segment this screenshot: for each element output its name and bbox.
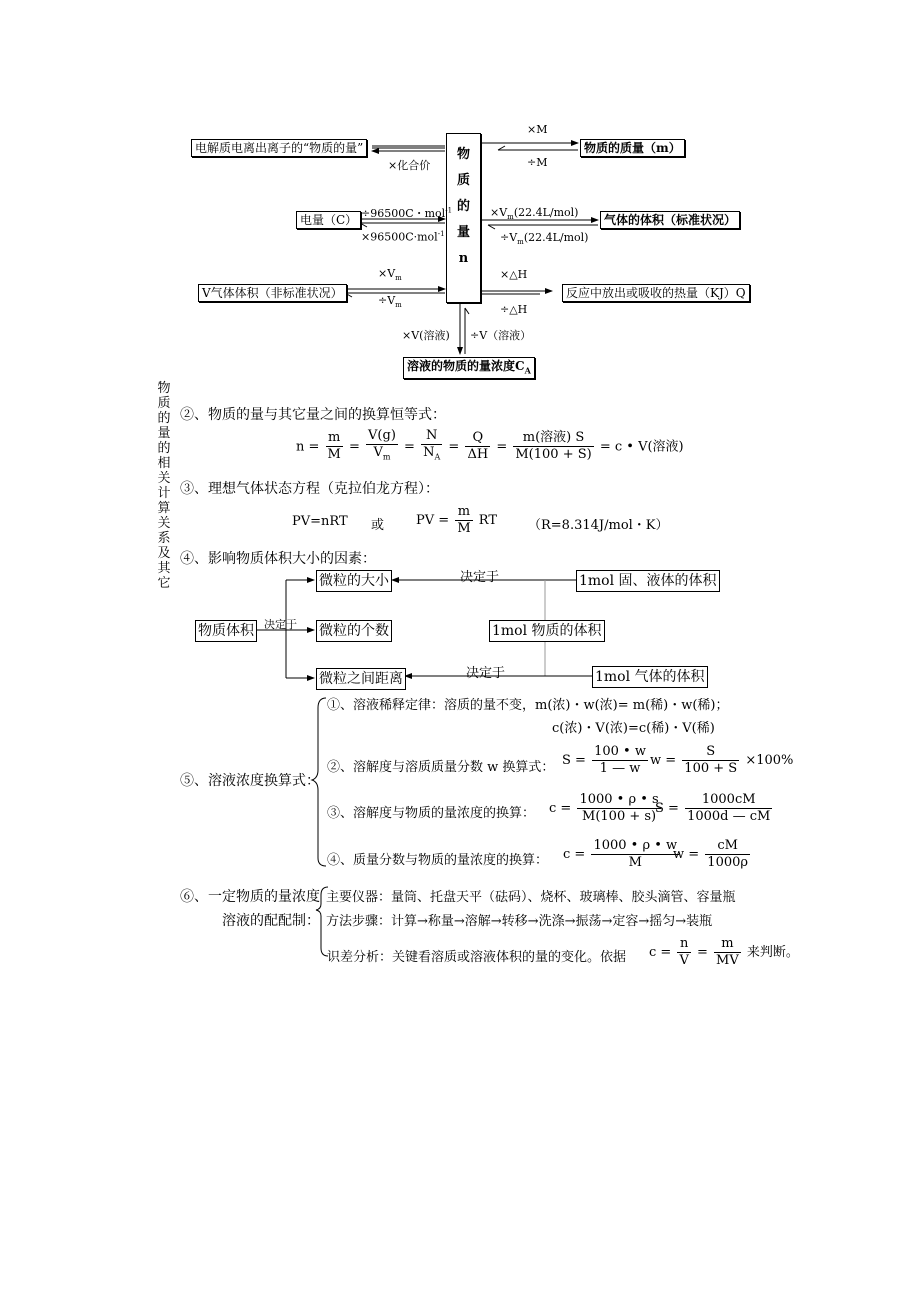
box-gas-standard: 气体的体积（标准状况） — [600, 211, 740, 229]
section5-item2-eq2: w = $\frac{S}{100 + S}$ ×100% — [650, 744, 794, 776]
box-ions-amount: 电解质电离出离子的“物质的量” — [191, 139, 367, 157]
section3-note: （R=8.314J/mol・K） — [528, 518, 669, 533]
section5-item1b: c(浓)・V(浓)=c(稀)・V(稀) — [552, 721, 715, 736]
label-decides-bottom: 决定于 — [466, 666, 506, 681]
box-one-mol-volume: 1mol 物质的体积 — [489, 620, 605, 642]
section6-instruments: 主要仪器：量筒、托盘天平（砝码）、烧杯、玻璃棒、胶头滴管、容量瓶 — [326, 890, 736, 905]
box-charge: 电量（C） — [296, 211, 361, 229]
section2-title: ②、物质的量与其它量之间的换算恒等式： — [180, 407, 446, 423]
section6-error-eq: c = $\frac{n}{V}$ = $\frac{m}{MV}$ 来判断。 — [649, 936, 799, 968]
box-heat: 反应中放出或吸收的热量（KJ）Q — [562, 284, 750, 302]
box-particle-count: 微粒的个数 — [316, 620, 392, 642]
label-div-Vsol: ÷V（溶液） — [470, 329, 532, 342]
section5-item3-eq2: S = $\frac{1000cM}{1000d — cM}$ — [655, 792, 771, 824]
section5-item4-eq2: w = $\frac{cM}{1000\rho}$ — [673, 838, 749, 870]
box-solid-liquid-volume: 1mol 固、液体的体积 — [576, 570, 720, 592]
label-decides-left: 决定于 — [264, 618, 297, 631]
label-div-Vm: $\div V_m$ — [378, 294, 402, 310]
section3-eq2: PV = $\frac{m}{M}$ RT — [416, 504, 497, 536]
label-decides-top: 决定于 — [460, 570, 500, 585]
section6-steps: 方法步骤：计算→称量→溶解→转移→洗涤→振荡→定容→摇匀→装瓶 — [326, 914, 713, 929]
label-div-Vm-22: $\div V_m(22.4L/mol)$ — [500, 231, 589, 247]
label-times-valence: ×化合价 — [388, 159, 431, 172]
section5-item3: ③、溶解度与物质的量浓度的换算： — [327, 806, 536, 821]
section6-error: 识差分析：关键看溶质或溶液体积的量的变化。依据 — [327, 950, 627, 965]
side-title: 物 质 的 量 的 相 关 计 算 关 系 及 其 它 — [157, 381, 171, 591]
label-times-dH: ×△H — [500, 268, 528, 281]
section2-equation: n = $\frac{m}{M}$ = $\frac{V(g)}{V_m}$ = $\frac{N}{N_A}$ = $\frac{Q}{\Delta H}$ = $\frac{\text{m(溶液) S}}{M(100 + S)}$ = c • V(溶液) — [296, 428, 684, 463]
center-char: 的 — [456, 199, 470, 214]
label-times-Vm-22: $\times V_m(22.4L/mol)$ — [490, 206, 579, 222]
box-gas-nonstandard: V气体体积（非标准状况） — [198, 284, 347, 302]
label-times-M: ×M — [527, 123, 548, 136]
center-char: 量 — [456, 225, 470, 240]
box-concentration — [403, 357, 535, 379]
center-char: 物 — [456, 147, 470, 162]
center-char: n — [458, 251, 469, 266]
box-particle-size: 微粒的大小 — [316, 570, 392, 592]
label-div-M: ÷M — [527, 156, 548, 169]
section5-item2-eq1: S = $\frac{100 • w}{1 — w}$ — [562, 744, 646, 776]
label-times-Vm: $\times V_m$ — [378, 267, 402, 283]
section5-item1a: ①、溶液稀释定律：溶质的量不变，m(浓)・w(浓)= m(稀)・w(稀)； — [327, 698, 729, 713]
label-times-96500: ×96500C·mol$^{-1}$ — [361, 230, 445, 244]
box-substance-volume: 物质体积 — [195, 620, 257, 642]
box-gas-volume: 1mol 气体的体积 — [592, 666, 708, 688]
section3-title: ③、理想气体状态方程（克拉伯龙方程）： — [180, 481, 439, 497]
box-concentration-label: 溶液的物质的量浓度C — [407, 359, 525, 373]
box-mass: 物质的质量（m） — [580, 139, 685, 157]
label-div-dH: ÷△H — [500, 303, 528, 316]
box-concentration-sub: A — [524, 365, 531, 376]
label-div-96500: ÷96500C・mol$^{-1}$ — [361, 206, 453, 220]
section5-title: ⑤、溶液浓度换算式： — [180, 773, 320, 789]
section5-item4-eq1: c = $\frac{1000 • \rho • w}{M}$ — [563, 838, 678, 870]
section4-title: ④、影响物质体积大小的因素： — [180, 551, 376, 567]
section5-item2: ②、溶解度与溶质质量分数 w 换算式： — [327, 760, 555, 775]
section6-title-b: 溶液的配配制： — [222, 913, 320, 929]
box-particle-distance: 微粒之间距离 — [316, 668, 406, 690]
section3-eq1: PV=nRT — [292, 514, 348, 529]
label-times-Vsol: ×V(溶液) — [402, 329, 450, 342]
section6-title-a: ⑥、一定物质的量浓度 — [180, 889, 320, 905]
section5-item4: ④、质量分数与物质的量浓度的换算： — [327, 853, 549, 868]
section5-item3-eq1: c = $\frac{1000 • \rho • s}{M(100 + s)}$ — [549, 792, 659, 824]
center-char: 质 — [456, 173, 470, 188]
section3-or: 或 — [371, 518, 385, 533]
